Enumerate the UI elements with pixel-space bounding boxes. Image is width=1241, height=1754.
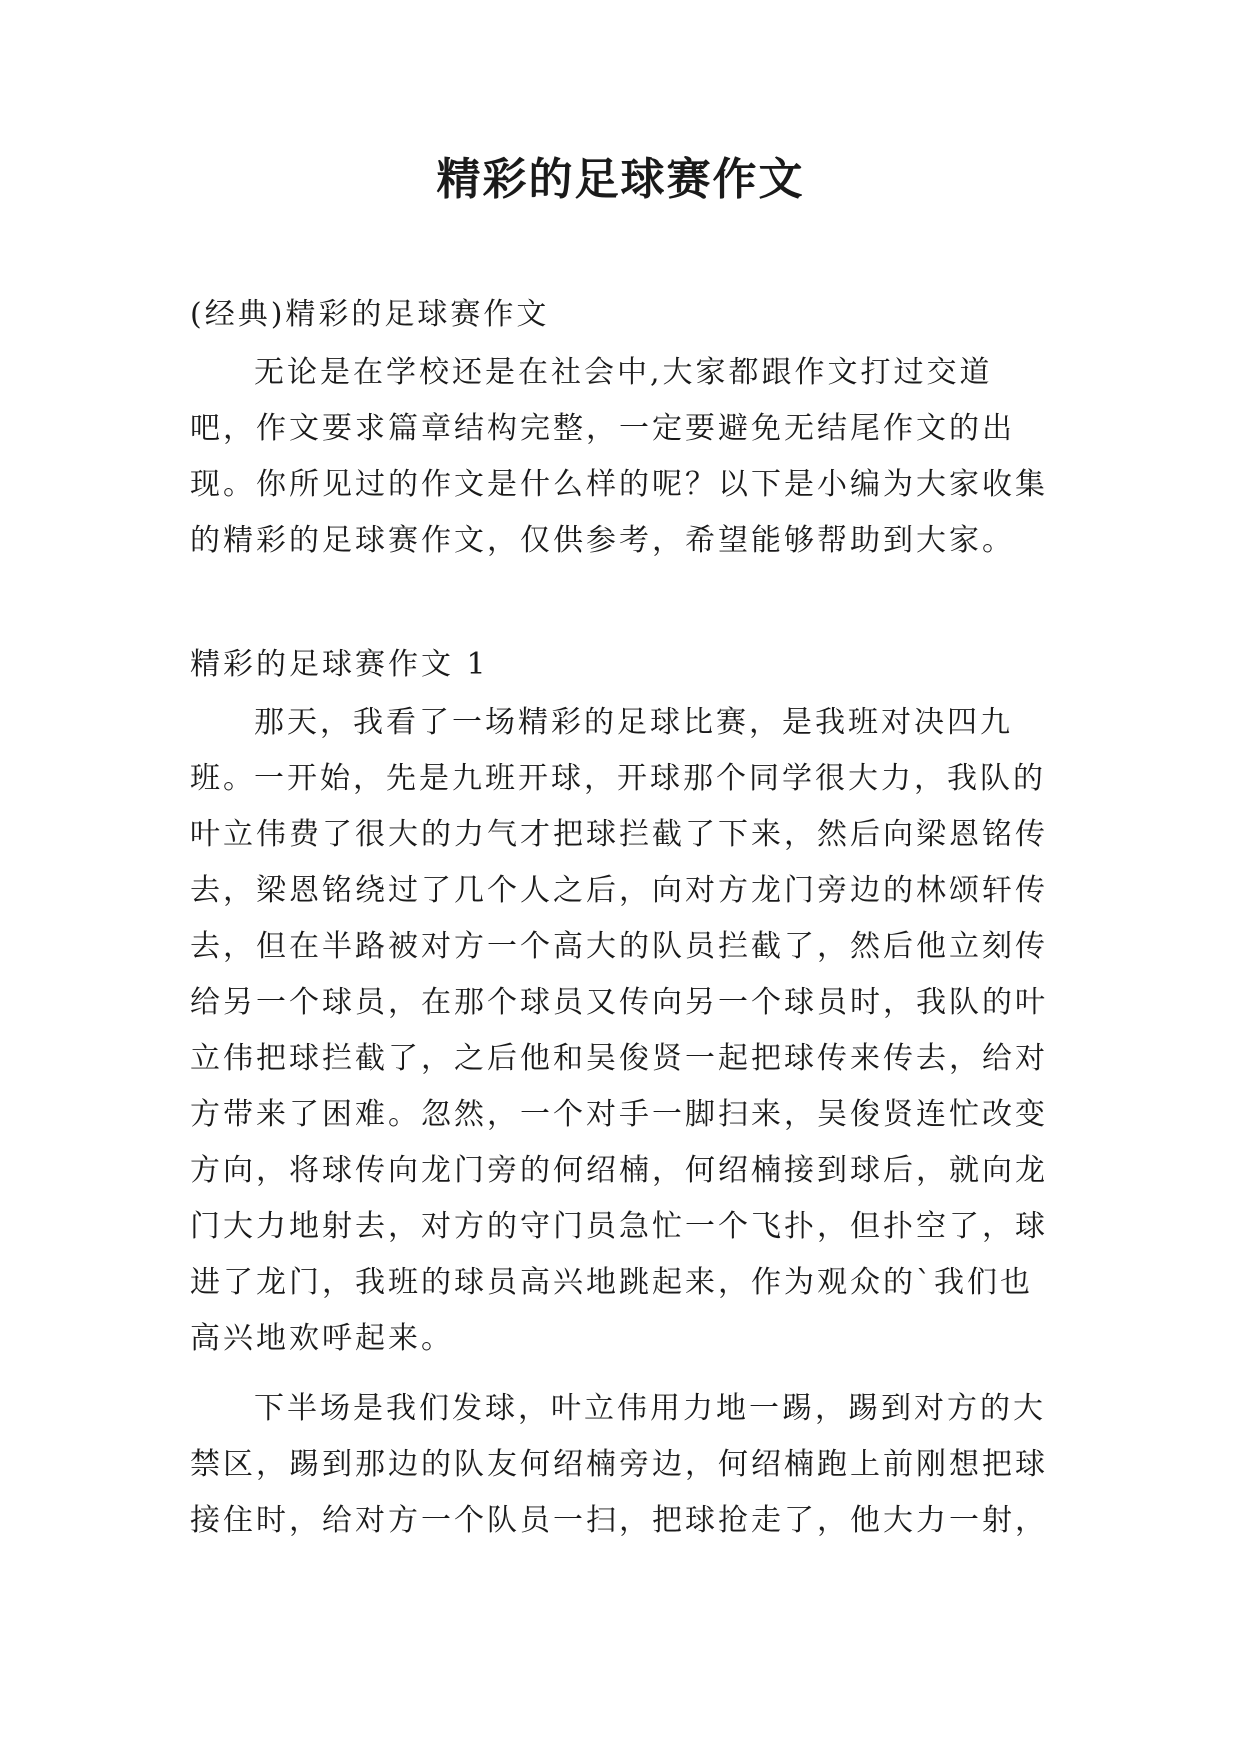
body-paragraph-3: 下半场是我们发球，叶立伟用力地一踢，踢到对方的大禁区，踢到那边的队友何绍楠旁边，何绍楠跑上前刚想把球接住时，给对方一个队员一扫，把球抢走了，他大力一射， <box>190 1391 1048 1538</box>
body-paragraph-1: 那天，我看了一场精彩的足球比赛，是我班对决四九班。 <box>190 705 1013 796</box>
document-title: 精彩的足球赛作文 <box>436 154 805 205</box>
document-subtitle: (经典)精彩的足球赛作文 <box>190 297 550 332</box>
section-heading: 精彩的足球赛作文 1 <box>190 647 489 682</box>
intro-paragraph: 无论是在学校还是在社会中,大家都跟作文打过交道吧，作文要求篇章结构完整，一定要避免无结尾作文的出现。你所见过的作文是什么样的呢？以下是小编为大家收集的精彩的足球赛作文，仅供参考，希望能够帮助到大家。 <box>190 355 1048 558</box>
body-paragraph-2: 一开始，先是九班开球，开球那个同学很大力，我队的叶立伟费了很大的力气才把球拦截了下来，然后向梁恩铭传去，梁恩铭绕过了几个人之后，向对方龙门旁边的林颂轩传去，但在半路被对方一个高大的队员拦截了，然后他立刻传给另一个球员，在那个球员又传向另一个球员时，我队的叶立伟把球拦截了，之后他和吴俊贤一起把球传来传去，给对方带来了困难。忽然，一个对手一脚扫来，吴俊贤连忙改变方向，将球传向龙门旁的何绍楠，何绍楠接到球后，就向龙门大力地射去，对方的守门员急忙一个飞扑，但扑空了，球进了龙门，我班的球员高兴地跳起来，作为观众的`我们也高兴地欢呼起来。 <box>190 761 1048 1356</box>
